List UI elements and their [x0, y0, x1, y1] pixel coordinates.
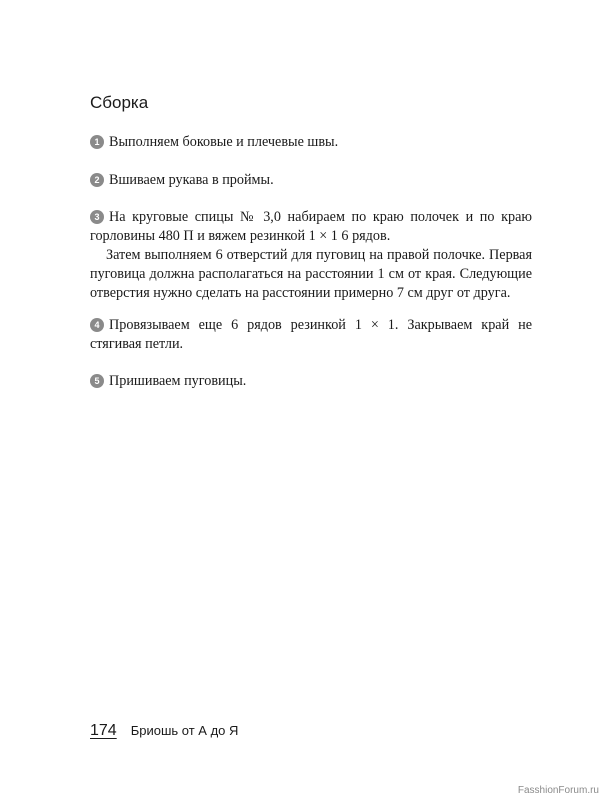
page-footer	[90, 722, 238, 740]
watermark: FasshionForum.ru	[517, 785, 599, 796]
step-paragraph-continued: Затем выполняем 6 отверстий для пуговиц на правой полочке. Первая пуговица должна располагаться на расстоянии 1 см от края. Следующие отверстия нужно сделать на расстоянии примерно 7 см друг от друга.	[90, 247, 532, 301]
section-title: Сборка	[90, 93, 149, 112]
step-paragraph	[90, 208, 532, 246]
step-paragraph	[90, 171, 532, 190]
step-number-badge: 3	[90, 210, 104, 224]
page-number: 174	[90, 722, 117, 739]
step-paragraph	[90, 316, 532, 354]
step-number-badge: 4	[90, 318, 104, 332]
step-text: Вшиваем рукава в проймы.	[109, 172, 274, 188]
step-2	[90, 171, 532, 190]
step-text: Провязываем еще 6 рядов резинкой 1 × 1. Закрываем край не стягивая петли.	[90, 317, 532, 352]
step-paragraph	[90, 372, 532, 391]
step-5	[90, 372, 532, 391]
step-number-badge: 5	[90, 374, 104, 388]
step-paragraph	[90, 133, 532, 152]
step-number-badge: 2	[90, 173, 104, 187]
step-text: На круговые спицы № 3,0 набираем по краю полочек и по краю горловины 480 П и вяжем резинкой 1 × 1 6 рядов.	[90, 209, 532, 244]
step-text: Пришиваем пуговицы.	[109, 373, 247, 389]
book-title: Бриошь от А до Я	[130, 723, 239, 738]
step-text: Выполняем боковые и плечевые швы.	[109, 134, 339, 150]
step-3	[90, 208, 532, 303]
step-4	[90, 316, 532, 354]
step-number-badge: 1	[90, 135, 104, 149]
step-1	[90, 133, 532, 152]
